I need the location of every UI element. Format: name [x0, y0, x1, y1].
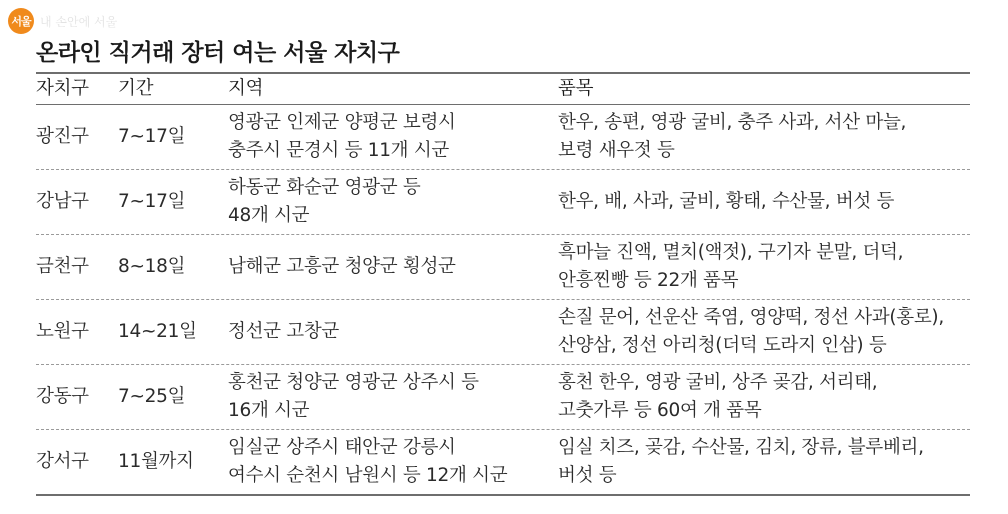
cell-district: 강동구: [36, 386, 89, 407]
seoul-logo-icon: 서울: [8, 8, 34, 34]
cell-region: [228, 300, 558, 364]
table-body: [36, 105, 970, 494]
cell-items-line: 안흥찐빵 등 22개 품목: [558, 270, 739, 291]
brand-watermark: [8, 8, 117, 34]
cell-items: [558, 105, 970, 169]
cell-district: 강남구: [36, 191, 89, 212]
table-row: [36, 235, 970, 300]
cell-items-line: 임실 치즈, 곶감, 수산물, 김치, 장류, 블루베리,: [558, 437, 924, 458]
cell-items: [558, 430, 970, 494]
market-table: [36, 72, 970, 496]
brand-name: 내 손안에 서울: [40, 14, 118, 29]
cell-period: 7~17일: [118, 126, 186, 147]
cell-items-line: 고춧가루 등 60여 개 품목: [558, 400, 762, 421]
cell-region-line: 영광군 인제군 양평군 보령시: [228, 112, 456, 133]
cell-region-line: 홍천군 청양군 영광군 상주시 등: [228, 372, 479, 393]
cell-region-line: 여수시 순천시 남원시 등 12개 시군: [228, 465, 508, 486]
cell-period: 7~25일: [118, 386, 186, 407]
cell-items-line: 산양삼, 정선 아리청(더덕 도라지 인삼) 등: [558, 335, 887, 356]
cell-district: 강서구: [36, 451, 89, 472]
table-row: [36, 365, 970, 430]
cell-period: 14~21일: [118, 321, 197, 342]
cell-items: [558, 300, 970, 364]
cell-items: [558, 365, 970, 429]
cell-region-line: 48개 시군: [228, 205, 310, 226]
header-period: 기간: [118, 78, 154, 99]
cell-region: [228, 430, 558, 494]
cell-items-line: 흑마늘 진액, 멸치(액젓), 구기자 분말, 더덕,: [558, 242, 904, 263]
cell-items-line: 버섯 등: [558, 465, 617, 486]
cell-region-line: 16개 시군: [228, 400, 310, 421]
cell-period: 11월까지: [118, 451, 194, 472]
cell-items-line: 한우, 배, 사과, 굴비, 황태, 수산물, 버섯 등: [558, 191, 895, 212]
cell-region-line: 남해군 고흥군 청양군 횡성군: [228, 256, 456, 277]
cell-region-line: 하동군 화순군 영광군 등: [228, 177, 421, 198]
table-row: [36, 170, 970, 235]
cell-region-line: 임실군 상주시 태안군 강릉시: [228, 437, 456, 458]
table-row: [36, 105, 970, 170]
cell-period: 7~17일: [118, 191, 186, 212]
cell-district: 광진구: [36, 126, 89, 147]
cell-region: [228, 105, 558, 169]
table-header-row: [36, 74, 970, 105]
cell-region-line: 충주시 문경시 등 11개 시군: [228, 140, 449, 161]
cell-items-line: 홍천 한우, 영광 굴비, 상주 곶감, 서리태,: [558, 372, 878, 393]
cell-items: [558, 170, 970, 234]
cell-items: [558, 235, 970, 299]
cell-district: 노원구: [36, 321, 89, 342]
cell-region: [228, 365, 558, 429]
cell-period: 8~18일: [118, 256, 186, 277]
cell-items-line: 손질 문어, 선운산 죽염, 영양떡, 정선 사과(홍로),: [558, 307, 944, 328]
cell-items-line: 보령 새우젓 등: [558, 140, 675, 161]
header-district: 자치구: [36, 78, 89, 99]
cell-items-line: 한우, 송편, 영광 굴비, 충주 사과, 서산 마늘,: [558, 112, 907, 133]
header-items: 품목: [558, 78, 594, 99]
page-title: 온라인 직거래 장터 여는 서울 자치구: [36, 40, 400, 66]
header-region: 지역: [228, 78, 264, 99]
cell-region-line: 정선군 고창군: [228, 321, 340, 342]
table-row: [36, 430, 970, 494]
table-row: [36, 300, 970, 365]
cell-district: 금천구: [36, 256, 89, 277]
cell-region: [228, 235, 558, 299]
cell-region: [228, 170, 558, 234]
